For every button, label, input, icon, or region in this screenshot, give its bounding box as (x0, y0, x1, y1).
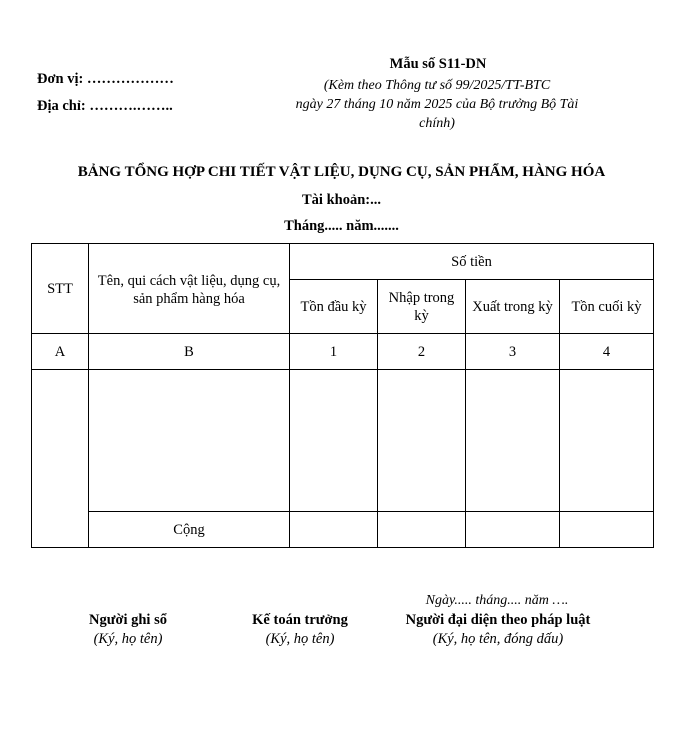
header-closing: Tồn cuối kỳ (560, 280, 654, 334)
form-reference-line: chính) (419, 116, 455, 131)
signer-role: Người ghi sổ (89, 612, 167, 628)
signer-recorder (62, 611, 194, 649)
signer-note: (Ký, họ tên, đóng dấu) (432, 631, 564, 647)
total-cell (560, 512, 654, 548)
code-cell: A (32, 334, 89, 370)
header-out: Xuất trong kỳ (466, 280, 560, 334)
amount-cell (466, 370, 560, 512)
code-cell: 1 (290, 334, 378, 370)
total-row (32, 512, 654, 548)
amount-cell (378, 370, 466, 512)
total-label: Cộng (89, 512, 290, 548)
total-cell (290, 512, 378, 548)
code-row (32, 334, 654, 370)
unit-address-block (37, 66, 174, 120)
header-item-name: Tên, qui cách vật liệu, dụng cụ, sản phẩm hàng hóa (89, 244, 290, 334)
form-reference-line: (Kèm theo Thông tư số 99/2025/TT-BTC (323, 78, 551, 93)
body-row (32, 370, 654, 512)
total-cell (378, 512, 466, 548)
form-reference (262, 76, 612, 133)
code-cell: B (89, 334, 290, 370)
summary-table (31, 243, 654, 548)
signer-role: Người đại diện theo pháp luật (405, 612, 591, 628)
amount-cell (290, 370, 378, 512)
form-reference-line: ngày 27 tháng 10 năm 2025 của Bộ trưởng Bộ Tài (295, 97, 579, 112)
signer-chief-accountant (228, 611, 372, 649)
address-label: Địa chỉ: ……….…….. (37, 98, 173, 114)
header-opening: Tồn đầu kỳ (290, 280, 378, 334)
date-line: Ngày..... tháng.... năm …. (425, 593, 569, 608)
form-number: Mẫu số S11-DN (389, 56, 487, 72)
header-amount-group: Số tiền (290, 244, 654, 280)
account-line: Tài khoản:... (302, 192, 381, 208)
stt-cell (32, 370, 89, 548)
document-title: BẢNG TỔNG HỢP CHI TIẾT VẬT LIỆU, DỤNG CỤ, SẢN PHẨM, HÀNG HÓA (77, 164, 606, 180)
amount-cell (560, 370, 654, 512)
code-cell: 4 (560, 334, 654, 370)
header-stt: STT (32, 244, 89, 334)
code-cell: 3 (466, 334, 560, 370)
item-cell (89, 370, 290, 512)
code-cell: 2 (378, 334, 466, 370)
header-in: Nhập trong kỳ (378, 280, 466, 334)
period-line: Tháng..... năm....... (284, 218, 399, 234)
signer-note: (Ký, họ tên) (93, 631, 163, 647)
signer-role: Kế toán trưởng (252, 612, 348, 628)
signer-legal-representative (382, 611, 614, 649)
total-cell (466, 512, 560, 548)
signer-note: (Ký, họ tên) (265, 631, 335, 647)
unit-label: Đơn vị: ……………… (37, 71, 174, 87)
